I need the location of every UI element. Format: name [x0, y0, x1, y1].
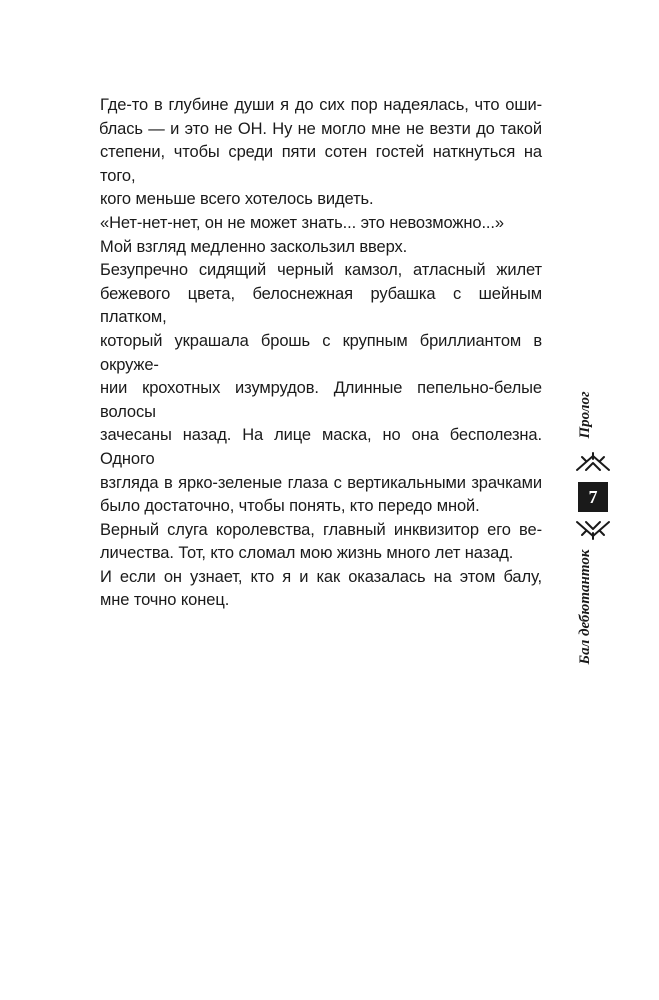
text-line: Верный слуга королевства, главный инквизитор его ве-: [100, 520, 542, 539]
text-line: было достаточно, чтобы понять, кто передо мной.: [100, 497, 480, 516]
paragraph-6: [100, 566, 542, 613]
body-text: [100, 94, 542, 613]
text-line: И если он узнает, кто я и как оказалась на этом балу,: [100, 567, 542, 586]
paragraph-3: [100, 236, 542, 260]
side-running-head: [562, 385, 612, 685]
paragraph-2: [100, 212, 542, 236]
text-line: зачесаны назад. На лице маска, но она бесполезна. Одного: [100, 426, 542, 468]
section-title: Пролог: [577, 391, 593, 439]
text-line: взгляда в ярко-зеленые глаза с вертикальными зрачками: [100, 473, 542, 492]
text-line: личества. Тот, кто сломал мою жизнь много лет назад.: [100, 544, 514, 563]
text-line: «Нет-нет-нет, он не может знать... это невозможно...»: [100, 213, 504, 232]
text-line: Мой взгляд медленно заскользил вверх.: [100, 237, 408, 256]
book-title: Бал дебютанток: [577, 549, 593, 665]
paragraph-4: [100, 259, 542, 519]
text-line: Где-то в глубине души я до сих пор надеялась, что оши-: [100, 96, 542, 114]
text-line: мне точно конец.: [100, 591, 230, 610]
ornament-top-icon: [574, 451, 612, 473]
text-line: который украшала брошь с крупным бриллиантом в окруже-: [100, 331, 542, 374]
text-line: нии крохотных изумрудов. Длинные пепельно-белые волосы: [100, 379, 542, 421]
text-line: блась — и это не ОН. Ну не могло мне не везти до такой: [99, 119, 542, 138]
page-number: 7: [578, 482, 608, 512]
text-line: Безупречно сидящий черный камзол, атласный жилет: [100, 261, 542, 280]
paragraph-1: [100, 94, 542, 212]
text-line: степени, чтобы среди пяти сотен гостей наткнуться на того,: [100, 143, 542, 185]
paragraph-5: [100, 519, 542, 566]
text-line: бежевого цвета, белоснежная рубашка с шейным платком,: [100, 284, 542, 327]
text-line: кого меньше всего хотелось видеть.: [100, 190, 374, 209]
